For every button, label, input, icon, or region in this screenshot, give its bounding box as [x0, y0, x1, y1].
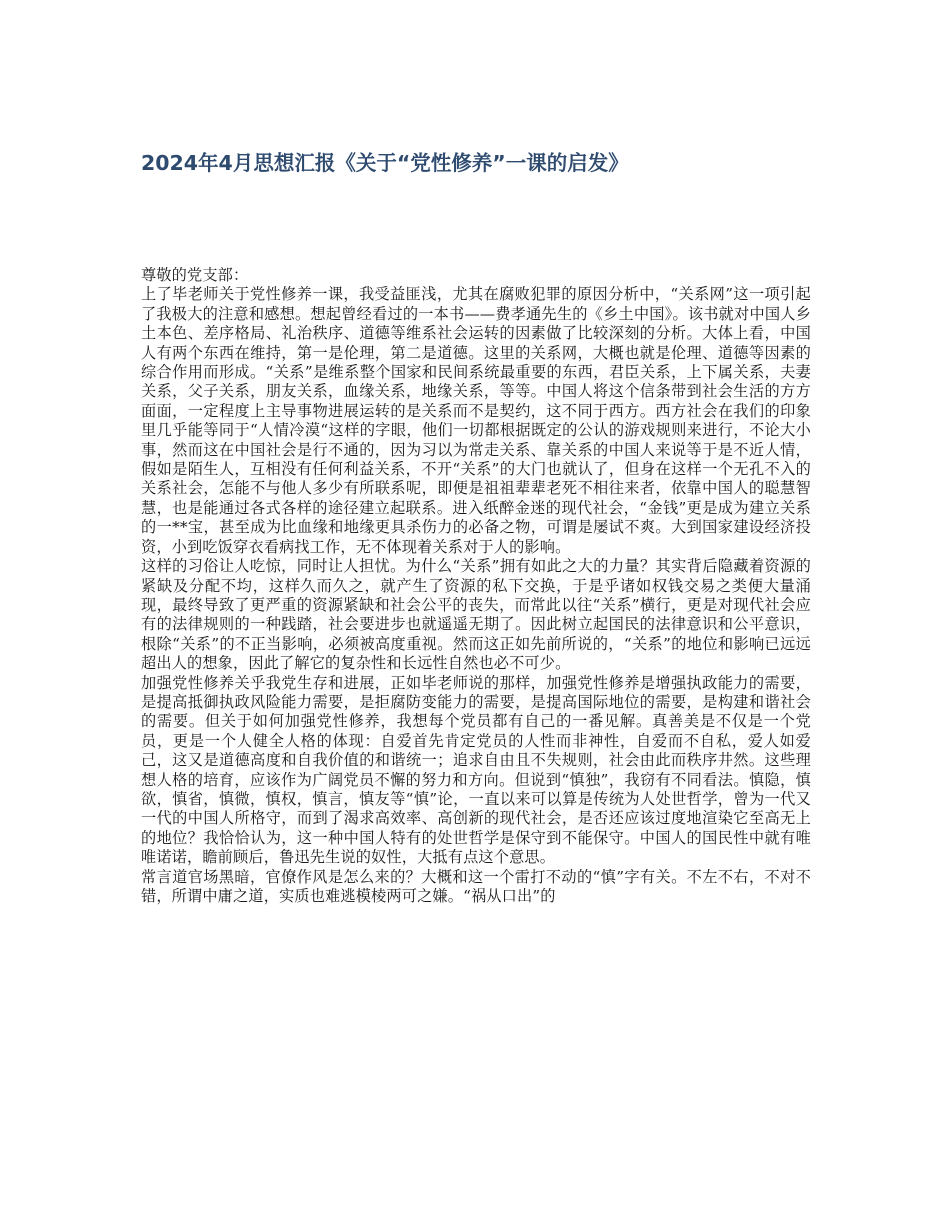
- paragraph: 这样的习俗让人吃惊，同时让人担忧。为什么“关系”拥有如此之大的力量？其实背后隐藏着资源的紧缺及分配不均，这样久而久之，就产生了资源的私下交换，于是乎诸如权钱交易之类便大量涌现，最终导致了更严重的资源紧缺和社会公平的丧失，而常此以往“关系”横行，更是对现代社会应有的法律规则的一种践踏，社会要进步也就遥遥无期了。因此树立起国民的法律意识和公平意识，根除“关系”的不正当影响，必须被高度重视。然而这正如先前所说的，“关系”的地位和影响已远远超出人的想象，因此了解它的复杂性和长远性自然也必不可少。: [141, 557, 811, 673]
- document-body: [141, 266, 811, 906]
- paragraph: 常言道官场黑暗，官僚作风是怎么来的？大概和这一个雷打不动的“慎”字有关。不左不右，不对不错，所谓中庸之道，实质也难逃模棱两可之嫌。“祸从口出”的: [141, 867, 811, 905]
- salutation: 尊敬的党支部：: [141, 266, 249, 284]
- paragraph: 上了毕老师关于党性修养一课，我受益匪浅，尤其在腐败犯罪的原因分析中，“关系网”这一项引起了我极大的注意和感想。想起曾经看过的一本书——费孝通先生的《乡土中国》。该书就对中国人乡土本色、差序格局、礼治秩序、道德等维系社会运转的因素做了比较深刻的分析。大体上看，中国人有两个东西在维持，第一是伦理，第二是道德。这里的关系网，大概也就是伦理、道德等因素的综合作用而形成。“关系”是维系整个国家和民间系统最重要的东西，君臣关系，上下属关系，夫妻关系，父子关系，朋友关系，血缘关系，地缘关系，等等。中国人将这个信条带到社会生活的方方面面，一定程度上主导事物进展运转的是关系而不是契约，这不同于西方。西方社会在我们的印象里几乎能等同于“人情冷漠“这样的字眼，他们一切都根据既定的公认的游戏规则来进行，不论大小事，然而这在中国社会是行不通的，因为习以为常走关系、靠关系的中国人来说等于是不近人情，假如是陌生人，互相没有任何利益关系，不开“关系”的大门也就认了，但身在这样一个无孔不入的关系社会，怎能不与他人多少有所联系呢，即便是祖祖辈辈老死不相往来者，依靠中国人的聪慧智慧，也是能通过各式各样的途径建立起联系。进入纸醉金迷的现代社会，“金钱”更是成为建立关系的一**宝，甚至成为比血缘和地缘更具杀伤力的必备之物，可谓是屡试不爽。大到国家建设经济投资，小到吃饭穿衣看病找工作，无不体现着关系对于人的影响。: [141, 285, 811, 556]
- document-title: 2024年4月思想汇报《关于“党性修养”一课的启发》: [141, 151, 629, 175]
- paragraph: 加强党性修养关乎我党生存和进展，正如毕老师说的那样，加强党性修养是增强执政能力的需要，是提高抵御执政风险能力需要，是拒腐防变能力的需要，是提高国际地位的需要，是构建和谐社会的需要。但关于如何加强党性修养，我想每个党员都有自己的一番见解。真善美是不仅是一个党员，更是一个人健全人格的体现：自爱首先肯定党员的人性而非神性，自爱而不自私，爱人如爱己，这又是道德高度和自我价值的和谐统一；追求自由且不失规则，社会由此而秩序井然。这些理想人格的培育，应该作为广阔党员不懈的努力和方向。但说到“慎独”，我窃有不同看法。慎隐，慎欲，慎省，慎微，慎权，慎言，慎友等“慎”论，一直以来可以算是传统为人处世哲学，曾为一代又一代的中国人所格守，而到了渴求高效率、高创新的现代社会，是否还应该过度地渲染它至高无上的地位？我恰恰认为，这一种中国人特有的处世哲学是保守到不能保守。中国人的国民性中就有唯唯诺诺，瞻前顾后，鲁迅先生说的奴性，大抵有点这个意思。: [141, 673, 811, 867]
